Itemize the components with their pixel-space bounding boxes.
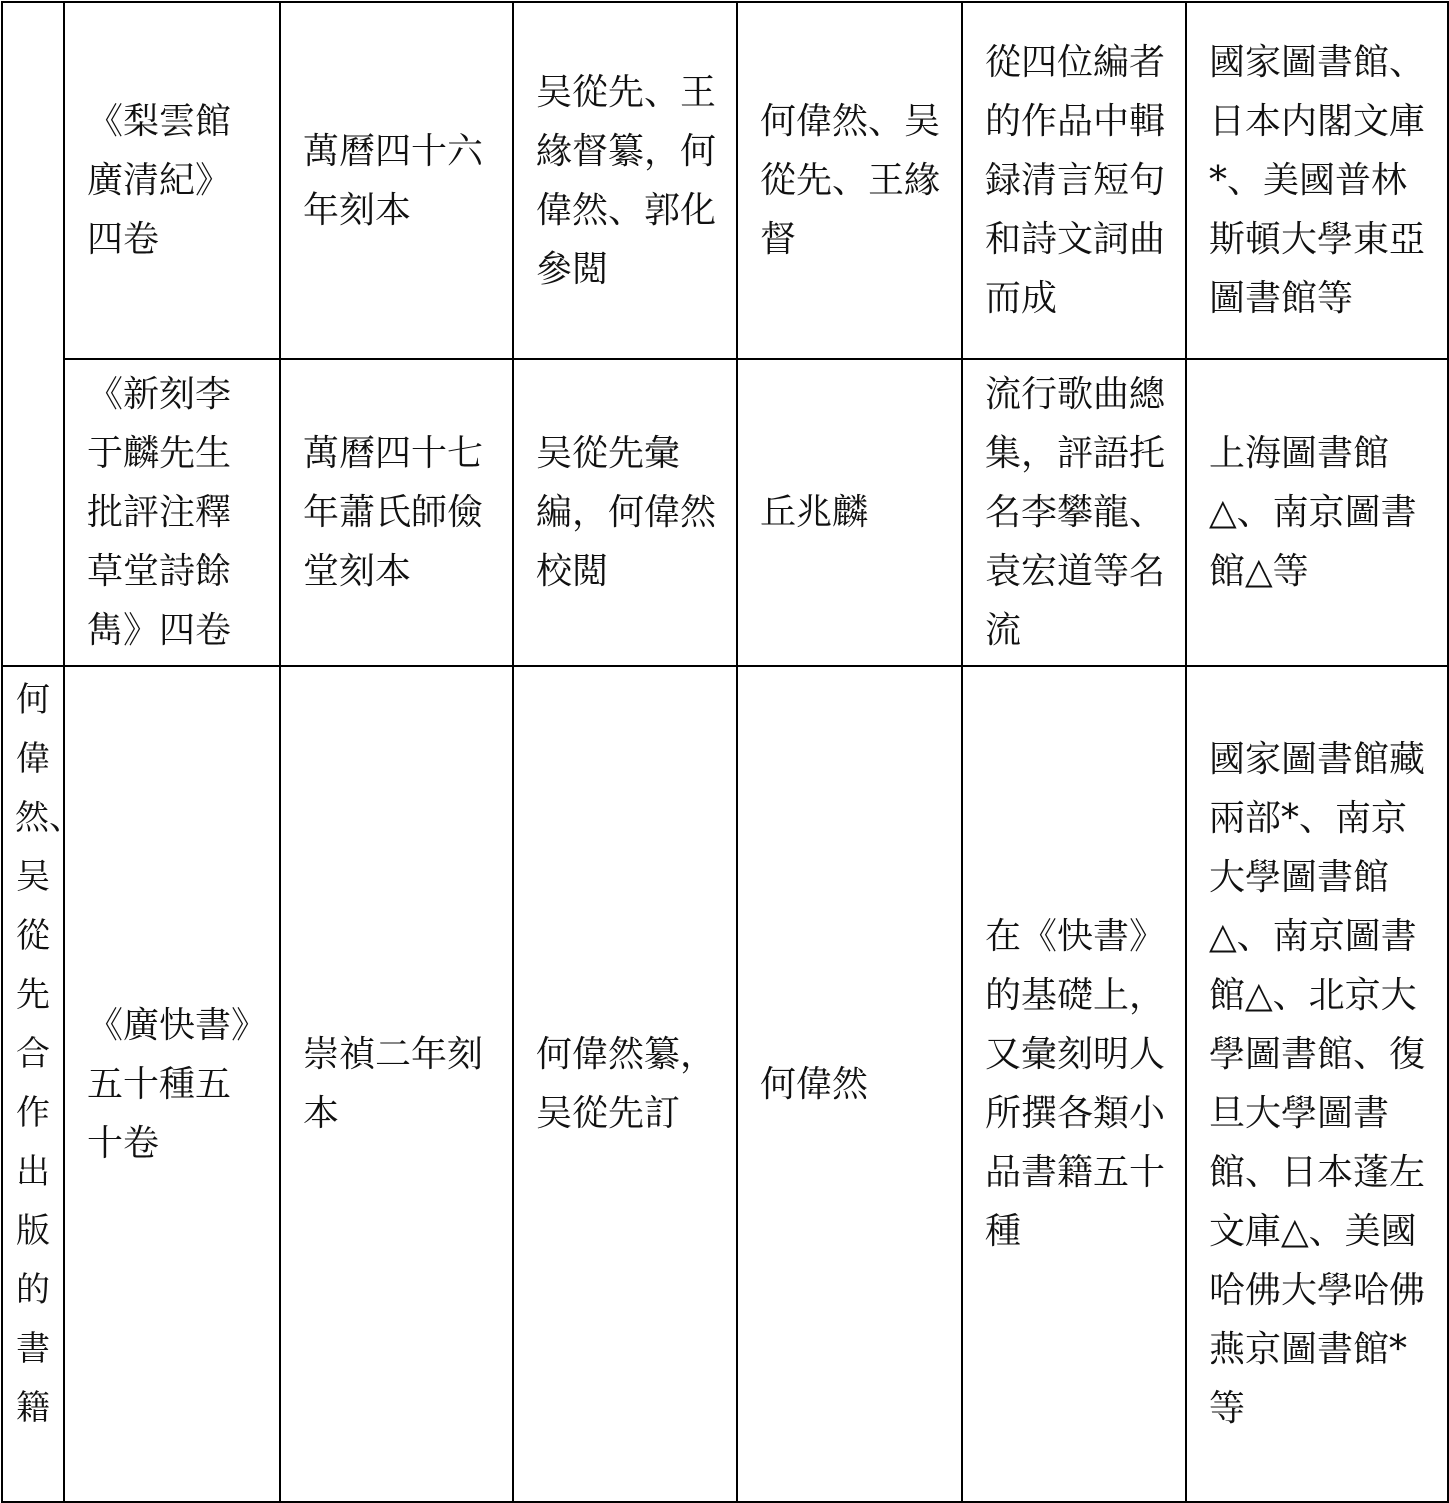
table-row: [2, 359, 1448, 666]
holdings-cell: [1186, 2, 1448, 359]
edition-cell: [280, 666, 513, 1502]
holdings-text: 國家圖書館、日本内閣文庫*、美國普林斯頓大學東亞圖書館等: [1209, 42, 1426, 319]
content-cell: [962, 2, 1186, 359]
book-table: [1, 1, 1449, 1503]
holdings-cell: [1186, 666, 1448, 1502]
group-label-cell: [2, 666, 83, 1502]
editors-text: 吴從先、王緣督纂，何偉然、郭化參閲: [536, 71, 717, 290]
holdings-text: 上海圖書館△、南京圖書館△等: [1209, 433, 1417, 592]
title-text: 《梨雲館廣清紀》四卷: [87, 101, 232, 260]
editors-cell: [513, 359, 737, 666]
group-cell-previous: [2, 2, 64, 666]
edition-text: 萬曆四十六年刻本: [303, 130, 484, 231]
holdings-text: 國家圖書館藏兩部*、南京大學圖書館△、南京圖書館△、北京大學圖書館、復旦大學圖書館、日本蓬左文庫△、美國哈佛大學哈佛燕京圖書館*等: [1209, 739, 1426, 1429]
holdings-cell: [1186, 359, 1448, 666]
edition-cell: [280, 2, 513, 359]
author-text: 何偉然、吴從先、王緣督: [760, 101, 941, 260]
content-cell: [962, 359, 1186, 666]
edition-text: 崇禎二年刻本: [303, 1034, 484, 1134]
author-cell: [737, 359, 962, 666]
table-row: [2, 666, 1448, 1502]
table-row: [2, 2, 1448, 359]
content-text: 在《快書》的基礎上，又彙刻明人所撰各類小品書籍五十種: [985, 916, 1166, 1252]
content-cell: [962, 666, 1186, 1502]
title-cell: [64, 666, 280, 1502]
content-text: 流行歌曲總集，評語托名李攀龍、袁宏道等名流: [985, 374, 1166, 651]
author-cell: [737, 2, 962, 359]
title-text: 《新刻李于麟先生批評注釋草堂詩餘雋》四卷: [87, 374, 232, 651]
title-cell: [64, 2, 280, 359]
author-text: 丘兆麟: [760, 492, 869, 533]
title-text: 《廣快書》五十種五十卷: [87, 1004, 250, 1164]
title-cell: [64, 359, 280, 666]
group-label-text: 何偉然、吴從先合作出版的書籍: [15, 680, 83, 1428]
editors-cell: [513, 666, 737, 1502]
editors-cell: [513, 2, 737, 359]
editors-text: 何偉然纂，吴從先訂: [536, 1034, 717, 1134]
author-cell: [737, 666, 962, 1502]
editors-text: 吴從先彙編，何偉然校閲: [536, 433, 717, 592]
edition-cell: [280, 359, 513, 666]
edition-text: 萬曆四十七年蕭氏師儉堂刻本: [303, 433, 484, 592]
author-text: 何偉然: [760, 1063, 869, 1105]
content-text: 從四位編者的作品中輯録清言短句和詩文詞曲而成: [985, 42, 1166, 319]
